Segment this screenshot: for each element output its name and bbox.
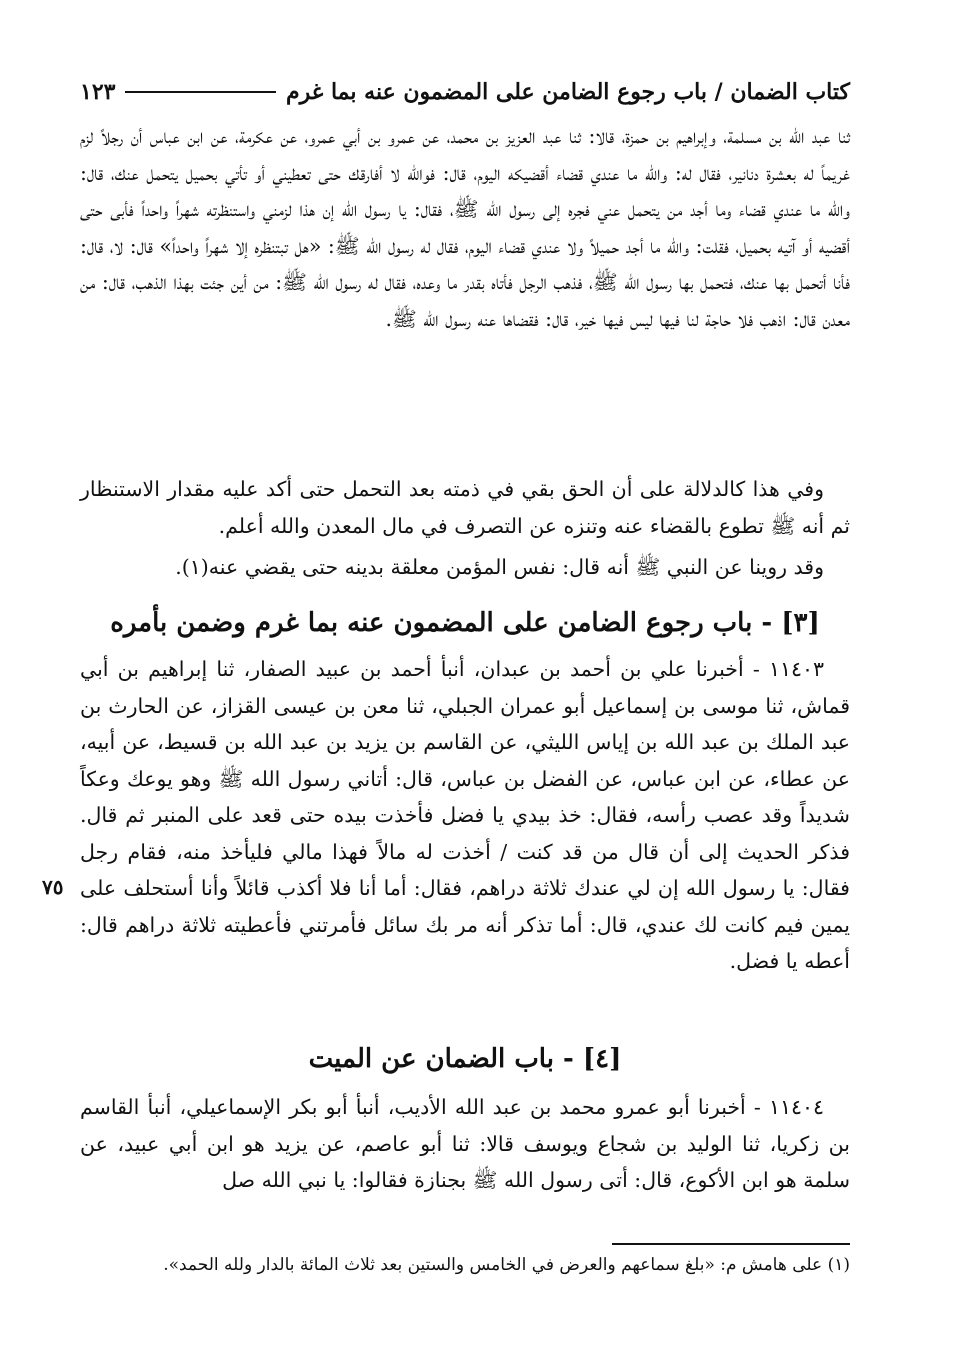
header-rule <box>125 91 276 93</box>
running-header <box>80 70 850 114</box>
page-body <box>80 118 850 1199</box>
commentary-paragraph: وفي هذا كالدلالة على أن الحق بقي في ذمته بعد التحمل حتى أكد عليه مقدار الاستنظار ثم أنه ﷺ تطوع بالقضاء عنه وتنزه عن التصرف في مال المعدن والله أعلم. <box>80 477 850 538</box>
header-title: كتاب الضمان / باب رجوع الضامن على المضمون عنه بما غرم <box>286 79 850 105</box>
footnote: (١) على هامش م: «بلغ سماعهم والعرض في الخامس والستين بعد ثلاث المائة بالدار ولله الحمد». <box>163 1255 850 1275</box>
hadith-11403: ١١٤٠٣ - أخبرنا علي بن أحمد بن عبدان، أنبأ أحمد بن عبيد الصفار، ثنا إبراهيم بن أبي قماش، ثنا موسى بن إسماعيل أبو عمران الجبلي، ثنا معن بن عيسى القزاز، عن الحارث بن عبد الملك بن عبد الله بن إياس الليثي، عن القاسم بن يزيد بن عبد الله بن قسيط، عن أبيه، عن عطاء، عن ابن عباس، عن الفضل بن عباس، قال: أتاني رسول الله ﷺ وهو يوعك وعكاً شديداً وقد عصب رأسه، فقال: خذ بيدي يا فضل فأخذت بيده حتى قعد على المنبر ثم قال. فذكر الحديث إلى أن قال من قد كنت / أخذت له مالاً فهذا مالي فليأخذ منه، فقام رجل فقال: يا رسول الله إن لي عندك ثلاثة دراهم، فقال: أما أنا فلا أكذب قائلاً وأنا أستحلف على يمين فيم كانت لك عندي، قال: أما تذكر أنه مر بك سائل فأمرتني فأعطيته ثلاثة دراهم قال: أعطه يا فضل. <box>80 657 850 973</box>
chapter-heading-4: [٤] - باب الضمان عن الميت <box>308 1044 622 1074</box>
riwaya-paragraph: وقد روينا عن النبي ﷺ أنه قال: نفس المؤمن معلقة بدينه حتى يقضي عنه(١). <box>175 555 824 579</box>
hadith-continuation-paragraph: ثنا عبد الله بن مسلمة، وإبراهيم بن حمزة، قالا: ثنا عبد العزيز بن محمد، عن عمرو بن أبي عمرو، عن عكرمة، عن ابن عباس أن رجلاً لزم غريماً له بعشرة دنانير، فقال له: والله ما عندي قضاء أقضيكه اليوم، قال: فوالله لا أفارقك حتى تعطيني أو تأتي بحميل يتحمل عنك، قال: والله ما عندي قضاء وما أجد من يتحمل عني فجره إلى رسول الله ﷺ، فقال: يا رسول الله إن هذا لزمني واستنظرته شهراً واحداً فأبى حتى أقضيه أو آتيه بحميل، فقلت: والله ما أجد حميلاً ولا عندي قضاء اليوم، فقال له رسول الله ﷺ: «هل تبتنظره إلا شهراً واحداً» قال: لا، قال: فأنا أتحمل بها عنك، فتحمل بها رسول الله ﷺ، فذهب الرجل فأتاه بقدر ما وعده، فقال له رسول الله ﷺ: من أين جئت بهذا الذهب، قال: من معدن قال: اذهب فلا حاجة لنا فيها ليس فيها خير، قال: فقضاها عنه رسول الله ﷺ. <box>80 124 850 331</box>
hadith-11404: ١١٤٠٤ - أخبرنا أبو عمرو محمد بن عبد الله الأديب، أنبأ أبو بكر الإسماعيلي، أنبأ القاسم بن زكريا، ثنا الوليد بن شجاع ويوسف قالا: ثنا أبو عاصم، عن يزيد هو ابن أبي عبيد، عن سلمة هو ابن الأكوع، قال: أتى رسول الله ﷺ بجنازة فقالوا: يا نبي الله صل <box>80 1095 850 1192</box>
page-number: ١٢٣ <box>80 79 116 105</box>
margin-manuscript-number: ٧٥ <box>42 875 64 899</box>
chapter-heading-3: [٣] - باب رجوع الضامن على المضمون عنه بما غرم وضمن بأمره <box>110 608 820 638</box>
footnote-separator <box>612 1243 850 1245</box>
